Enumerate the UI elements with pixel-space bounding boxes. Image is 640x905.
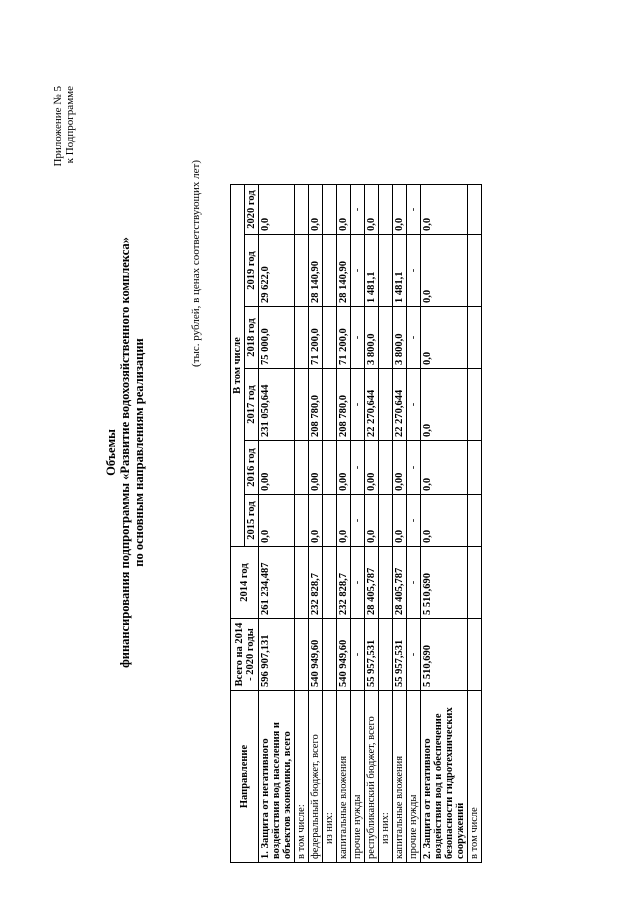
row-value — [379, 185, 393, 235]
row-label: прочие нужды — [351, 691, 365, 863]
row-value — [295, 495, 309, 547]
row-value — [323, 495, 337, 547]
header-2014: 2014 год — [231, 547, 259, 619]
row-value: - — [407, 619, 421, 691]
row-value — [379, 495, 393, 547]
row-value — [295, 369, 309, 441]
row-label: республиканский бюджет, всего — [365, 691, 379, 863]
row-label: капитальные вложения — [337, 691, 351, 863]
table-row — [259, 185, 295, 863]
title-line-1: Объемы — [104, 429, 118, 476]
row-value: 232 828,7 — [337, 547, 351, 619]
header-direction: Направление — [231, 691, 259, 863]
row-value: 0,0 — [259, 495, 295, 547]
row-value — [468, 495, 482, 547]
header-2018: 2018 год — [245, 307, 259, 369]
row-value — [295, 547, 309, 619]
row-value — [468, 235, 482, 307]
row-value: 5 510,690 — [421, 547, 468, 619]
row-value: - — [351, 441, 365, 495]
row-value — [379, 235, 393, 307]
row-value — [379, 369, 393, 441]
row-value: 71 200,0 — [309, 307, 323, 369]
financing-table — [230, 184, 482, 863]
row-value — [323, 619, 337, 691]
row-value: 55 957,531 — [393, 619, 407, 691]
row-value: 0,0 — [421, 495, 468, 547]
header-2020: 2020 год — [245, 185, 259, 235]
row-value: 0,00 — [259, 441, 295, 495]
row-value: 0,00 — [393, 441, 407, 495]
row-value — [295, 185, 309, 235]
row-value: 75 000,0 — [259, 307, 295, 369]
row-value — [468, 307, 482, 369]
row-value — [323, 185, 337, 235]
row-value: 0,0 — [421, 307, 468, 369]
row-value: 0,0 — [365, 495, 379, 547]
header-2019: 2019 год — [245, 235, 259, 307]
table-row — [351, 185, 365, 863]
header-2017: 2017 год — [245, 369, 259, 441]
row-value: 0,0 — [421, 369, 468, 441]
row-value: - — [407, 547, 421, 619]
table-row — [407, 185, 421, 863]
row-value: 5 510,690 — [421, 619, 468, 691]
row-value: 1 481,1 — [393, 235, 407, 307]
table-body — [259, 185, 482, 863]
row-value: 596 907,131 — [259, 619, 295, 691]
row-value: 71 200,0 — [337, 307, 351, 369]
row-value: 0,0 — [421, 185, 468, 235]
row-value: 208 780,0 — [309, 369, 323, 441]
row-label: из них: — [323, 691, 337, 863]
row-value: 1 481,1 — [365, 235, 379, 307]
row-label: в том числе — [468, 691, 482, 863]
row-label: в том числе: — [295, 691, 309, 863]
row-value — [468, 619, 482, 691]
row-value: - — [351, 185, 365, 235]
table-row — [309, 185, 323, 863]
row-value — [468, 185, 482, 235]
title-line-3: по основным направлениям реализации — [132, 338, 146, 567]
row-value — [379, 307, 393, 369]
table-row — [393, 185, 407, 863]
row-value — [468, 547, 482, 619]
title-line-2: финансирования подпрограммы «Развитие водохозяйственного комплекса» — [118, 237, 132, 668]
row-label: 1. Защита от негативного воздействия вод населения и объектов экономики, всего — [259, 691, 295, 863]
row-value: 540 949,60 — [337, 619, 351, 691]
row-value: - — [351, 547, 365, 619]
row-label: 2. Защита от негативного воздействия вод и обеспечение безопасности гидротехнических сооружений — [421, 691, 468, 863]
row-value — [295, 619, 309, 691]
row-value: 540 949,60 — [309, 619, 323, 691]
row-value: 0,0 — [393, 495, 407, 547]
row-value: 231 050,644 — [259, 369, 295, 441]
row-value: - — [407, 307, 421, 369]
row-value: 3 800,0 — [365, 307, 379, 369]
header-2016: 2016 год — [245, 441, 259, 495]
table-row — [365, 185, 379, 863]
header-including: В том числе — [231, 185, 245, 547]
row-value: - — [407, 369, 421, 441]
table-row — [421, 185, 468, 863]
row-value: 208 780,0 — [337, 369, 351, 441]
row-value — [295, 441, 309, 495]
units-note: (тыс. рублей, в ценах соответствующих лет) — [190, 160, 202, 367]
row-value: 28 140,90 — [309, 235, 323, 307]
row-value: 0,0 — [421, 441, 468, 495]
document-title — [104, 0, 146, 905]
row-value — [323, 441, 337, 495]
row-value: - — [407, 441, 421, 495]
row-value: 0,0 — [259, 185, 295, 235]
row-value: - — [351, 369, 365, 441]
row-label: прочие нужды — [407, 691, 421, 863]
table-row — [337, 185, 351, 863]
row-value: 0,0 — [309, 495, 323, 547]
row-value — [379, 441, 393, 495]
row-value: - — [407, 495, 421, 547]
row-value: 22 270,644 — [365, 369, 379, 441]
row-value: 0,0 — [421, 235, 468, 307]
row-value: - — [351, 235, 365, 307]
row-value: 28 405,787 — [393, 547, 407, 619]
row-value: 29 622,0 — [259, 235, 295, 307]
row-label: федеральный бюджет, всего — [309, 691, 323, 863]
row-value: 0,00 — [365, 441, 379, 495]
row-value: 3 800,0 — [393, 307, 407, 369]
table-row — [468, 185, 482, 863]
row-value: 261 234,487 — [259, 547, 295, 619]
header-2015: 2015 год — [245, 495, 259, 547]
appendix-note — [52, 86, 76, 167]
row-value: 0,0 — [309, 185, 323, 235]
row-value — [468, 441, 482, 495]
row-value — [323, 547, 337, 619]
row-value: 0,0 — [365, 185, 379, 235]
appendix-line-2: к Подпрограмме — [64, 86, 76, 164]
row-value: 28 140,90 — [337, 235, 351, 307]
table-row — [379, 185, 393, 863]
row-value — [323, 235, 337, 307]
row-label: капитальные вложения — [393, 691, 407, 863]
header-total: Всего на 2014 - 2020 годы — [231, 619, 259, 691]
row-value: - — [407, 185, 421, 235]
row-value: 0,0 — [337, 495, 351, 547]
row-value — [295, 235, 309, 307]
row-value — [295, 307, 309, 369]
table-row — [323, 185, 337, 863]
appendix-line-1: Приложение № 5 — [52, 86, 64, 167]
row-value: 232 828,7 — [309, 547, 323, 619]
row-value: - — [351, 495, 365, 547]
table-row — [295, 185, 309, 863]
row-value — [379, 547, 393, 619]
row-value — [323, 307, 337, 369]
row-value: 0,0 — [393, 185, 407, 235]
row-value — [379, 619, 393, 691]
row-value — [468, 369, 482, 441]
row-value: - — [407, 235, 421, 307]
row-value — [323, 369, 337, 441]
row-value: 28 405,787 — [365, 547, 379, 619]
row-value: 55 957,531 — [365, 619, 379, 691]
row-value: 0,00 — [309, 441, 323, 495]
row-value: - — [351, 619, 365, 691]
row-label: из них: — [379, 691, 393, 863]
row-value: - — [351, 307, 365, 369]
row-value: 0,0 — [337, 185, 351, 235]
row-value: 22 270,644 — [393, 369, 407, 441]
row-value: 0,00 — [337, 441, 351, 495]
